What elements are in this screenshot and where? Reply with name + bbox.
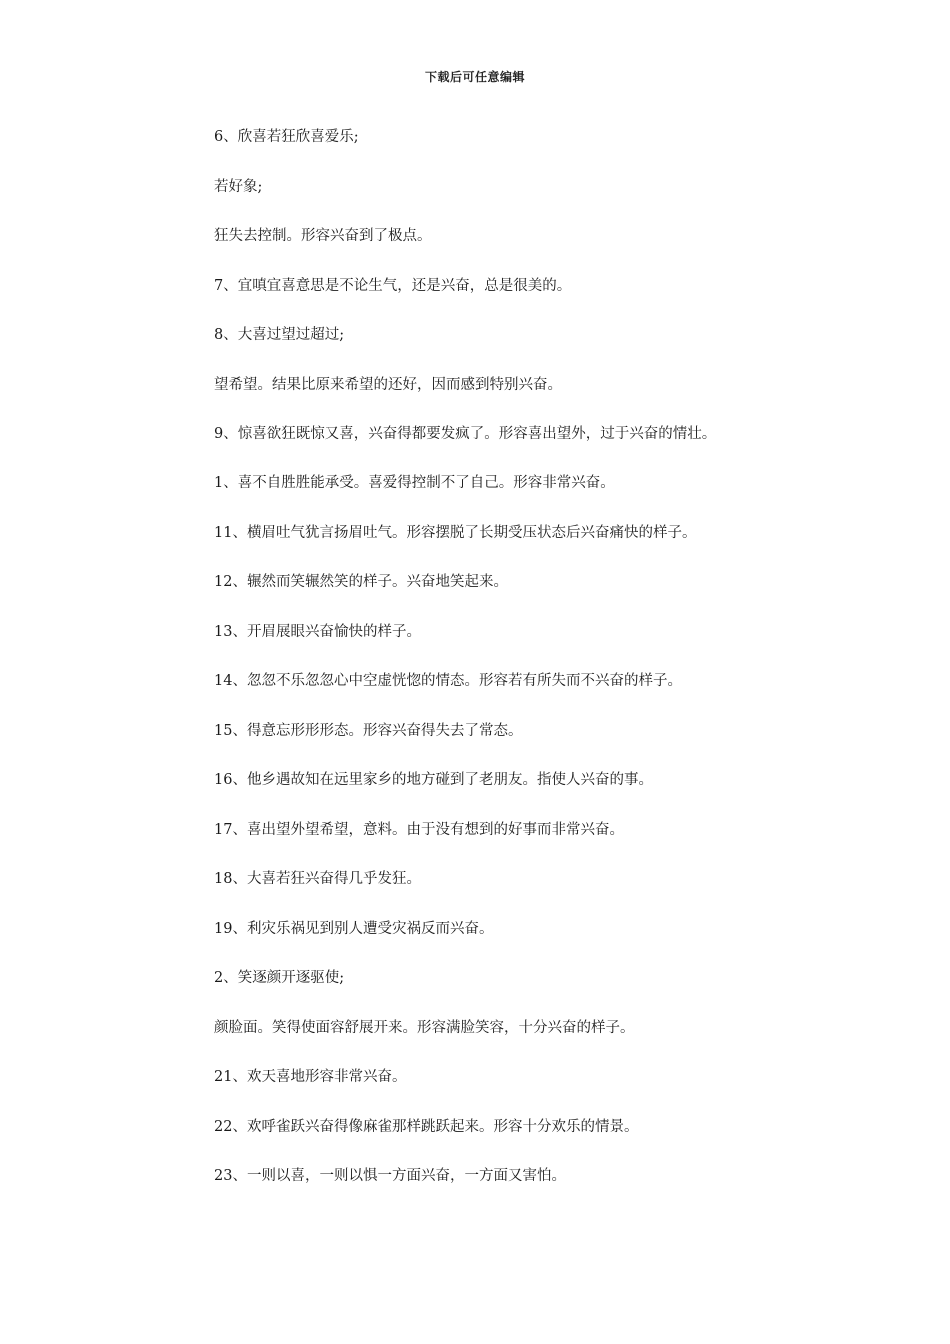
paragraph: 9、惊喜欲狂既惊又喜，兴奋得都要发疯了。形容喜出望外，过于兴奋的情壮。 — [214, 426, 717, 442]
paragraph: 望希望。结果比原来希望的还好，因而感到特别兴奋。 — [214, 376, 562, 393]
paragraph: 若好象; — [214, 178, 263, 195]
paragraph: 23、一则以喜，一则以惧一方面兴奋，一方面又害怕。 — [214, 1168, 566, 1184]
document-body — [172, 125, 777, 1214]
paragraph: 1、喜不自胜胜能承受。喜爱得控制不了自己。形容非常兴奋。 — [214, 475, 615, 491]
paragraph: 14、忽忽不乐忽忽心中空虚恍惚的情态。形容若有所失而不兴奋的样子。 — [214, 673, 682, 689]
page-header: 下载后可任意编辑 — [424, 70, 525, 84]
paragraph: 7、宜嗔宜喜意思是不论生气，还是兴奋，总是很美的。 — [214, 277, 572, 294]
paragraph: 12、辗然而笑辗然笑的样子。兴奋地笑起来。 — [214, 574, 508, 590]
paragraph: 22、欢呼雀跃兴奋得像麻雀那样跳跃起来。形容十分欢乐的情景。 — [214, 1118, 639, 1135]
paragraph: 6、欣喜若狂欣喜爱乐; — [214, 129, 359, 145]
paragraph: 颜脸面。笑得使面容舒展开来。形容满脸笑容，十分兴奋的样子。 — [214, 1019, 635, 1036]
paragraph: 2、笑逐颜开逐驱使; — [214, 970, 345, 986]
paragraph: 16、他乡遇故知在远里家乡的地方碰到了老朋友。指使人兴奋的事。 — [214, 772, 653, 788]
paragraph: 11、横眉吐气犹言扬眉吐气。形容摆脱了长期受压状态后兴奋痛快的样子。 — [214, 524, 697, 541]
paragraph: 15、得意忘形形形态。形容兴奋得失去了常态。 — [214, 722, 523, 739]
paragraph: 8、大喜过望过超过; — [214, 327, 345, 343]
paragraph: 17、喜出望外望希望，意料。由于没有想到的好事而非常兴奋。 — [214, 821, 624, 838]
paragraph: 18、大喜若狂兴奋得几乎发狂。 — [214, 871, 421, 887]
paragraph: 21、欢天喜地形容非常兴奋。 — [214, 1069, 407, 1085]
paragraph: 13、开眉展眼兴奋愉快的样子。 — [214, 623, 421, 640]
paragraph: 19、利灾乐祸见到别人遭受灾祸反而兴奋。 — [214, 920, 494, 937]
paragraph: 狂失去控制。形容兴奋到了极点。 — [214, 228, 432, 244]
